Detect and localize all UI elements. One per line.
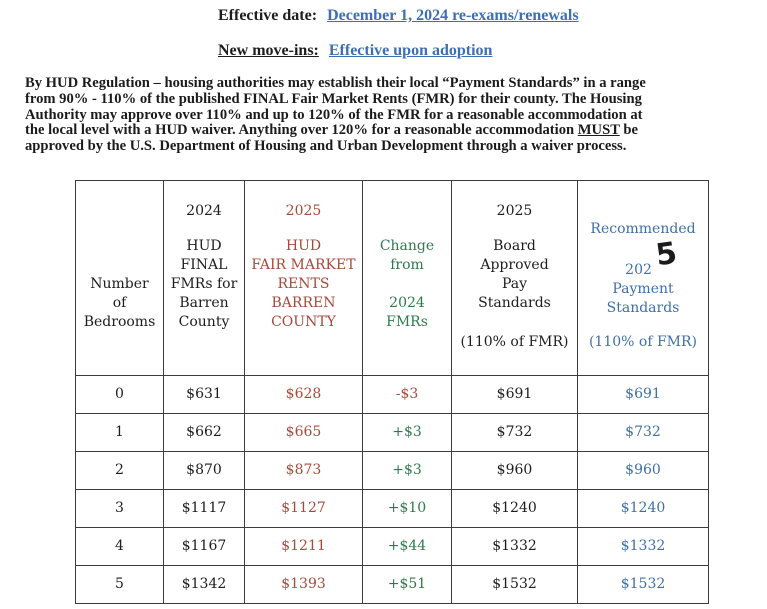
cell-change: -$3: [363, 376, 452, 414]
cell-bedrooms: 2: [76, 452, 164, 490]
cell-fmr-2024: $1167: [164, 528, 245, 566]
cell-recommended: $732: [578, 414, 709, 452]
cell-fmr-2025: $1211: [245, 528, 363, 566]
cell-fmr-2025: $873: [245, 452, 363, 490]
cell-change: +$3: [363, 452, 452, 490]
move-ins-link[interactable]: Effective upon adoption: [328, 42, 493, 59]
cell-board-approved: $732: [452, 414, 578, 452]
cell-recommended: $1532: [578, 566, 709, 604]
cell-change: +$51: [363, 566, 452, 604]
table-row: [76, 452, 709, 490]
cell-fmr-2024: $631: [164, 376, 245, 414]
header-bedrooms: Number of Bedrooms: [76, 181, 164, 376]
cell-fmr-2025: $665: [245, 414, 363, 452]
paragraph-line: Authority may approve over 110% and up to 120% of the FMR for a reasonable accommodation at: [25, 106, 643, 123]
cell-fmr-2025: $628: [245, 376, 363, 414]
table-row: [76, 566, 709, 604]
table-row: [76, 490, 709, 528]
cell-board-approved: $691: [452, 376, 578, 414]
cell-fmr-2025: $1393: [245, 566, 363, 604]
table-row: [76, 414, 709, 452]
header-fmr-2025: 2025 HUD FAIR MARKET RENTS BARREN COUNTY: [245, 181, 363, 376]
recommended-year: 202: [625, 262, 652, 278]
cell-bedrooms: 5: [76, 566, 164, 604]
must-emphasis: MUST: [577, 122, 620, 139]
cell-recommended: $960: [578, 452, 709, 490]
cell-change: +$3: [363, 414, 452, 452]
table-row: [76, 528, 709, 566]
cell-board-approved: $1240: [452, 490, 578, 528]
cell-change: +$44: [363, 528, 452, 566]
cell-change: +$10: [363, 490, 452, 528]
cell-board-approved: $1332: [452, 528, 578, 566]
cell-bedrooms: 3: [76, 490, 164, 528]
table-row: [76, 376, 709, 414]
cell-fmr-2024: $1342: [164, 566, 245, 604]
paragraph-line: approved by the U.S. Department of Housing and Urban Development through a waiver process.: [25, 138, 627, 155]
payment-standards-table: [75, 180, 709, 604]
cell-fmr-2024: $870: [164, 452, 245, 490]
cell-recommended: $691: [578, 376, 709, 414]
cell-recommended: $1240: [578, 490, 709, 528]
cell-bedrooms: 0: [76, 376, 164, 414]
effective-date-link[interactable]: December 1, 2024 re-exams/renewals: [327, 7, 579, 24]
header-change: Change from 2024 FMRs: [363, 181, 452, 376]
cell-recommended: $1332: [578, 528, 709, 566]
cell-fmr-2024: $662: [164, 414, 245, 452]
cell-board-approved: $1532: [452, 566, 578, 604]
hud-regulation-paragraph: [25, 76, 760, 155]
paragraph-line: from 90% - 110% of the published FINAL Fair Market Rents (FMR) for their county. The Housing: [25, 90, 642, 107]
paragraph-line: By HUD Regulation – housing authorities may establish their local “Payment Standards” in a range: [25, 75, 646, 91]
cell-fmr-2025: $1127: [245, 490, 363, 528]
move-ins-label: New move-ins:: [218, 42, 319, 59]
cell-bedrooms: 4: [76, 528, 164, 566]
move-ins-line: [218, 42, 492, 60]
cell-bedrooms: 1: [76, 414, 164, 452]
header-recommended: Recommended 202 Payment Standards 5 (110% of FMR): [578, 181, 709, 376]
table-header-row: [76, 181, 709, 376]
effective-date-line: [218, 7, 579, 25]
effective-date-label: Effective date:: [218, 7, 318, 24]
paragraph-line: the local level with a HUD waiver. Anything over 120% for a reasonable accommodation MUST be: [25, 122, 638, 139]
handwritten-year-correction: 5: [653, 235, 680, 274]
header-fmr-2024: 2024 HUD FINAL FMRs for Barren County: [164, 181, 245, 376]
header-board-approved: 2025 Board Approved Pay Standards (110% of FMR): [452, 181, 578, 376]
cell-board-approved: $960: [452, 452, 578, 490]
cell-fmr-2024: $1117: [164, 490, 245, 528]
